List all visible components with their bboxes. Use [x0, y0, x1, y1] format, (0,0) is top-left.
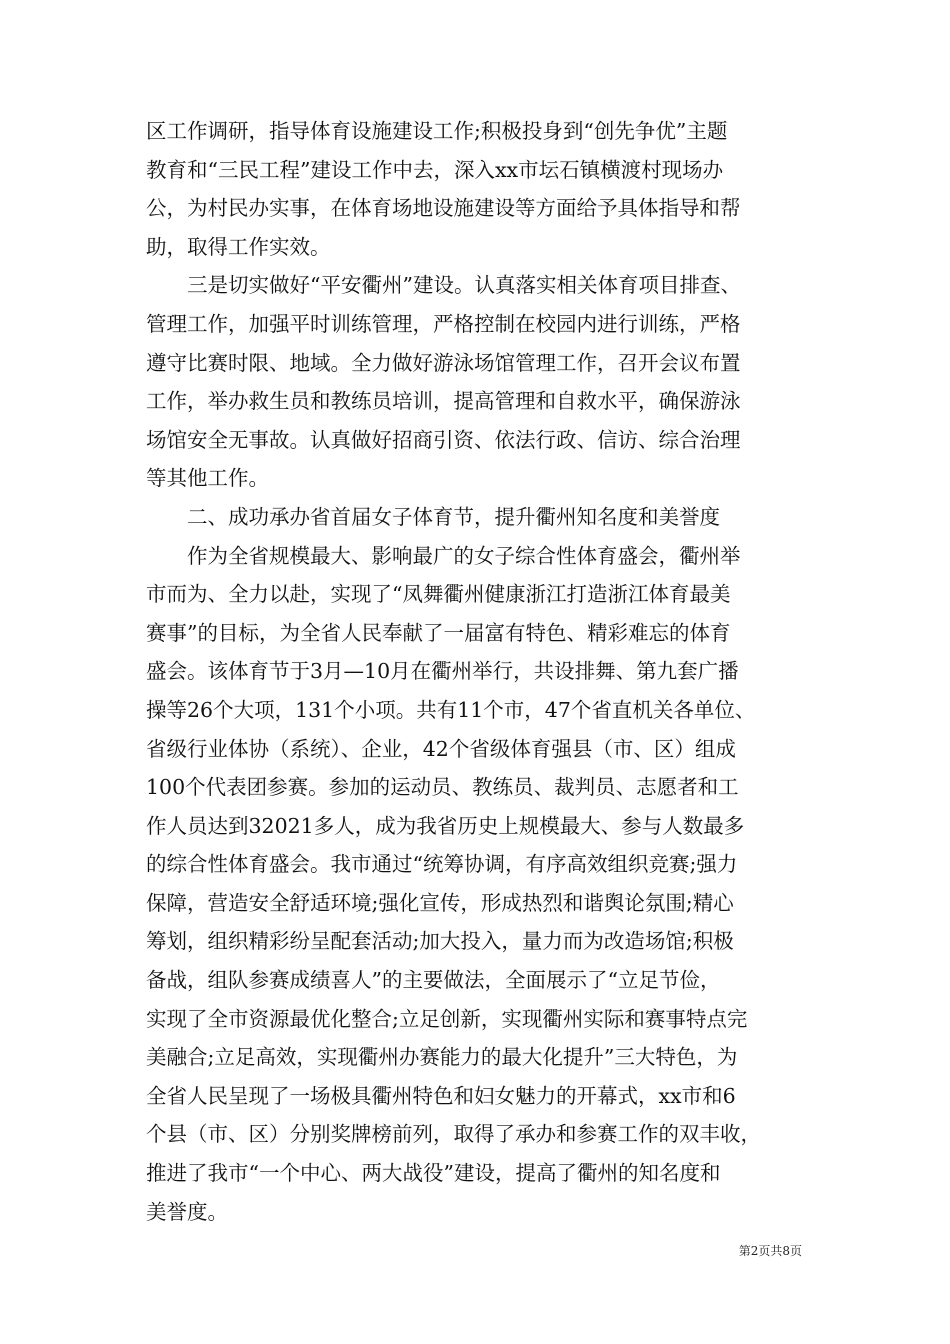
text-line: 教育和“三民工程”建设工作中去，深入xx市坛石镇横渡村现场办 — [146, 157, 724, 182]
text-line: 操等26个大项，131个小项。共有11个市，47个省直机关各单位、 — [146, 697, 756, 722]
text-line: 100个代表团参赛。参加的运动员、教练员、裁判员、志愿者和工 — [146, 775, 739, 800]
text-line: 美誉度。 — [146, 1199, 228, 1224]
text-line: 等其他工作。 — [146, 466, 269, 491]
text-line: 全省人民呈现了一场极具衢州特色和妇女魅力的开幕式，xx市和6 — [146, 1083, 736, 1108]
text-line: 作人员达到32021多人，成为我省历史上规模最大、参与人数最多 — [146, 813, 745, 838]
text-line: 盛会。该体育节于3月—10月在衢州举行，共设排舞、第九套广播 — [146, 659, 739, 684]
text-line: 个县（市、区）分别奖牌榜前列，取得了承办和参赛工作的双丰收， — [146, 1122, 761, 1147]
page-number-footer: 第2页共8页 — [738, 1244, 802, 1258]
section-heading: 二、成功承办省首届女子体育节，提升衢州知名度和美誉度 — [146, 504, 720, 529]
text-line: 赛事”的目标，为全省人民奉献了一届富有特色、精彩难忘的体育 — [146, 620, 731, 645]
text-line: 场馆安全无事故。认真做好招商引资、依法行政、信访、综合治理 — [146, 427, 741, 452]
text-line: 公，为村民办实事，在体育场地设施建设等方面给予具体指导和帮 — [146, 196, 741, 221]
text-line: 备战，组队参赛成绩喜人”的主要做法，全面展示了“立足节俭， — [146, 968, 721, 993]
text-line: 作为全省规模最大、影响最广的女子综合性体育盛会，衢州举 — [146, 543, 741, 568]
text-line: 管理工作，加强平时训练管理，严格控制在校园内进行训练，严格 — [146, 311, 741, 336]
text-line: 的综合性体育盛会。我市通过“统筹协调，有序高效组织竞赛;强力 — [146, 852, 738, 877]
text-line: 区工作调研，指导体育设施建设工作;积极投身到“创先争优”主题 — [146, 119, 728, 143]
text-line: 省级行业体协（系统）、企业，42个省级体育强县（市、区）组成 — [146, 736, 736, 761]
text-line: 遵守比赛时限、地域。全力做好游泳场馆管理工作，召开会议布置 — [146, 350, 741, 375]
text-line: 推进了我市“一个中心、两大战役”建设，提高了衢州的知名度和 — [146, 1161, 721, 1186]
document-body — [146, 112, 810, 1231]
text-line: 美融合;立足高效，实现衢州办赛能力的最大化提升”三大特色，为 — [146, 1045, 738, 1070]
text-line: 工作，举办救生员和教练员培训，提高管理和自救水平，确保游泳 — [146, 389, 741, 414]
text-line: 保障，营造安全舒适环境;强化宣传，形成热烈和谐舆论氛围;精心 — [146, 890, 734, 915]
text-line: 市而为、全力以赴，实现了“凤舞衢州健康浙江打造浙江体育最美 — [146, 582, 731, 607]
text-line: 助，取得工作实效。 — [146, 234, 331, 259]
text-line: 三是切实做好“平安衢州”建设。认真落实相关体育项目排查、 — [146, 273, 741, 298]
text-line: 实现了全市资源最优化整合;立足创新，实现衢州实际和赛事特点完 — [146, 1006, 748, 1031]
text-line: 筹划，组织精彩纷呈配套活动;加大投入，量力而为改造场馆;积极 — [146, 929, 734, 954]
